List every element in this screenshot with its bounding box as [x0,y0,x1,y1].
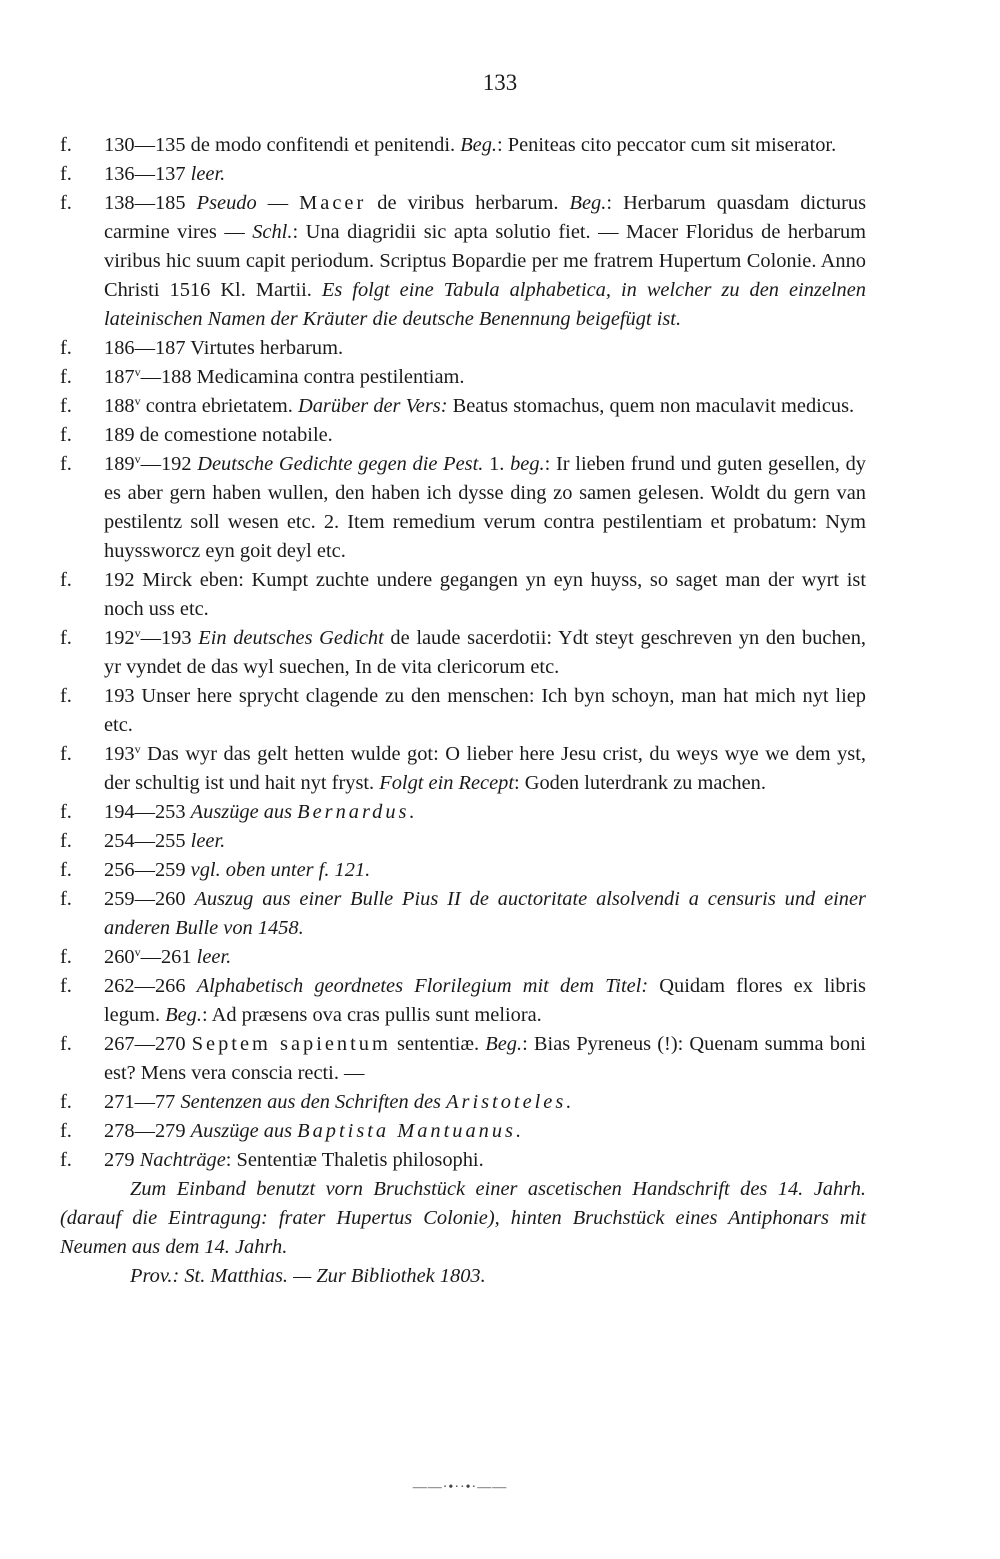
italic-text: Beg. [569,192,607,214]
verso-marker: v [134,626,141,640]
text-segment: de viribus herbarum. [366,192,570,214]
entry-text [104,972,866,1030]
entry-text [104,1088,866,1117]
entry-text [104,450,866,566]
text-segment: : Una diagridii sic apta solutio fiet. — Macer Floridus de herbarum viribus hic suum capit periodum. Scriptus Bopardie per me fratrem Hupertum Colonie. Anno Christi 1516 Kl. Martii. [104,221,867,301]
verso-marker: v [134,742,141,756]
text-segment: 187 [104,366,135,388]
text-segment: 262—266 [104,975,197,997]
entry-text [104,1146,866,1175]
text-segment: 271—77 [104,1091,181,1113]
folio-label: f. [60,366,72,388]
text-segment: 192 [104,627,135,649]
italic-text: Beg. [460,134,498,156]
catalog-entry [60,624,866,682]
text-segment: 259—260 [104,888,195,910]
folio-label: f. [60,453,72,475]
catalog-entry [60,885,866,943]
text-segment: 192 Mirck eben: Kumpt zuchte undere gegangen yn eyn huyss, so saget man der wyrt ist noch uss etc. [104,569,866,620]
text-segment: : Ir lieben frund und guten gesellen, dy es aber gern haben wullen, den haben ich dysse ding zo samen gelesen. Woldt du gern van pestilentz soll wesen etc. 2. Item remedium verum contra pestilentiam et probatum: Nym huyssworcz eyn goit deyl etc. [104,453,866,562]
catalog-entry [60,798,866,827]
catalog-entry [60,740,866,798]
entry-text [104,334,866,363]
italic-text: Auszüge aus [190,1120,298,1142]
text-segment: 188 [104,395,135,417]
catalog-entry [60,827,866,856]
italic-text: Beg. [165,1004,202,1026]
text-segment: 136—137 [104,163,191,185]
text-segment: 189 de comestione notabile. [104,424,333,446]
verso-marker: v [134,452,141,466]
catalog-entry [60,450,866,566]
end-ornament: ——·•··•·—— [412,1480,508,1495]
catalog-entry [60,421,866,450]
binding-note: Zum Einband benutzt vorn Bruchstück einer ascetischen Handschrift des 14. Jahrh. (darauf die Eintragung: frater Hupertus Colonie), hinten Bruchstück eines Antiphonars mit Neumen aus dem 14. Jahrh. [60,1178,866,1258]
italic-text: beg. [510,453,545,475]
catalog-entry [60,566,866,624]
entry-text [104,363,866,392]
entry-text [104,131,866,160]
entry-text [104,160,866,189]
catalog-entries [60,131,866,1291]
folio-label: f. [60,134,72,156]
folio-label: f. [60,801,72,823]
italic-text: Darüber der Vers: [297,395,448,417]
text-segment: 260 [104,946,135,968]
italic-text: Alphabetisch geordnetes Florilegium mit dem Titel: [196,975,649,997]
folio-label: f. [60,1120,72,1142]
italic-text: Beg. [485,1033,523,1055]
text-segment: 194—253 [104,801,191,823]
italic-text: Schl. [252,221,293,243]
folio-label: f. [60,192,72,214]
entry-text [104,682,866,740]
italic-text: Es folgt eine Tabula alphabetica, in welcher zu den einzelnen lateinischen Namen der Kräuter die deutsche Benennung beigefügt ist. [104,279,866,330]
verso-marker: v [134,945,141,959]
italic-text: Baptista Mantuanus. [297,1120,525,1142]
italic-text: leer. [190,830,226,852]
folio-label: f. [60,424,72,446]
italic-text: Auszüge aus [190,801,298,823]
entry-text [104,392,866,421]
text-segment: —188 Medicamina contra pestilentiam. [140,366,465,388]
catalog-entry [60,972,866,1030]
text-segment: 278—279 [104,1120,191,1142]
italic-text: Sentenzen aus den Schriften des [180,1091,447,1113]
text-segment: 130—135 de modo confitendi et penitendi. [104,134,461,156]
text-segment: —261 [140,946,197,968]
folio-label: f. [60,163,72,185]
catalog-entry [60,1088,866,1117]
entry-text [104,1030,866,1088]
text-segment: : Bias Pyreneus (!): Quenam summa boni est? Mens vera conscia recti. — [104,1033,866,1084]
text-segment: — [256,192,300,214]
text-segment: : Peniteas cito peccator cum sit miserator. [497,134,837,156]
entry-text [104,740,866,798]
text-segment: 193 [104,743,135,765]
provenance-note: Prov.: St. Matthias. — Zur Bibliothek 1803. [130,1265,486,1287]
verso-marker: v [134,394,141,408]
text-segment: 189 [104,453,135,475]
entry-text [104,885,866,943]
catalog-entry [60,363,866,392]
text-segment: sententiæ. [390,1033,486,1055]
text-segment: 254—255 [104,830,191,852]
text-segment: 267—270 [104,1033,192,1055]
text-segment: Beatus stomachus, quem non maculavit medicus. [447,395,855,417]
entry-text [104,856,866,885]
text-segment: 256—259 [104,859,191,881]
catalog-entry [60,1146,866,1175]
text-segment: Macer [299,192,367,214]
catalog-entry [60,943,866,972]
text-segment: : Ad præsens ova cras pullis sunt meliora. [201,1004,542,1026]
folio-label: f. [60,859,72,881]
italic-text: vgl. oben unter f. 121. [190,859,371,881]
folio-label: f. [60,830,72,852]
page-number: 133 [482,70,518,95]
catalog-entry [60,856,866,885]
catalog-entry [60,160,866,189]
catalog-entry [60,131,866,160]
catalog-entry [60,392,866,421]
italic-text: Folgt ein Recept [379,772,514,794]
italic-text: Auszug aus einer Bulle Pius II de auctoritate alsolvendi a censuris und einer anderen Bulle von 1458. [104,888,866,939]
italic-text: Pseudo [196,192,257,214]
entry-text [104,421,866,450]
folio-label: f. [60,685,72,707]
entry-text [104,624,866,682]
folio-label: f. [60,627,72,649]
italic-text: leer. [190,163,226,185]
verso-marker: v [134,365,141,379]
italic-text: Aristoteles. [446,1091,575,1113]
text-segment: contra ebrietatem. [140,395,298,417]
folio-label: f. [60,1149,72,1171]
entry-text [104,566,866,624]
catalog-entry [60,1030,866,1088]
text-segment: Das wyr das gelt hetten wulde got: O lieber here Jesu crist, du weys wye we dem yst, der schultig ist und hait nyt fryst. [104,743,866,794]
text-segment: : Sententiæ Thaletis philosophi. [225,1149,484,1171]
folio-label: f. [60,395,72,417]
entry-text [104,189,866,334]
italic-text: leer. [196,946,232,968]
entry-text [104,827,866,856]
text-segment: : Herbarum quasdam dicturus carmine vires — [104,192,866,243]
entry-text [104,798,866,827]
folio-label: f. [60,1033,72,1055]
entry-text [104,943,866,972]
italic-text: Bernardus. [297,801,418,823]
text-segment: 138—185 [104,192,197,214]
text-segment: : Goden luterdrank zu machen. [514,772,766,794]
italic-text: Deutsche Gedichte gegen die Pest. [197,453,484,475]
text-segment: 193 Unser here sprycht clagende zu den menschen: Ich byn schoyn, man hat mich nyt liep etc. [104,685,866,736]
catalog-entry [60,1117,866,1146]
folio-label: f. [60,337,72,359]
text-segment: 1. [483,453,511,475]
catalog-entry [60,334,866,363]
text-segment: Septem sapientum [191,1033,391,1055]
text-segment: —193 [140,627,199,649]
folio-label: f. [60,888,72,910]
folio-label: f. [60,975,72,997]
catalog-entry [60,189,866,334]
folio-label: f. [60,1091,72,1113]
text-segment: Quidam flores ex libris legum. [104,975,866,1026]
folio-label: f. [60,743,72,765]
text-segment: de laude sacerdotii: Ydt steyt geschreven yn den buchen, yr vyndet de das wyl suechen, In de vita clericorum etc. [104,627,866,678]
italic-text: Ein deutsches Gedicht [198,627,384,649]
folio-label: f. [60,569,72,591]
italic-text: Nachträge [139,1149,226,1171]
entry-text [104,1117,866,1146]
text-segment: 186—187 Virtutes herbarum. [104,337,344,359]
text-segment: 279 [104,1149,140,1171]
catalog-entry [60,682,866,740]
text-segment: —192 [140,453,198,475]
folio-label: f. [60,946,72,968]
